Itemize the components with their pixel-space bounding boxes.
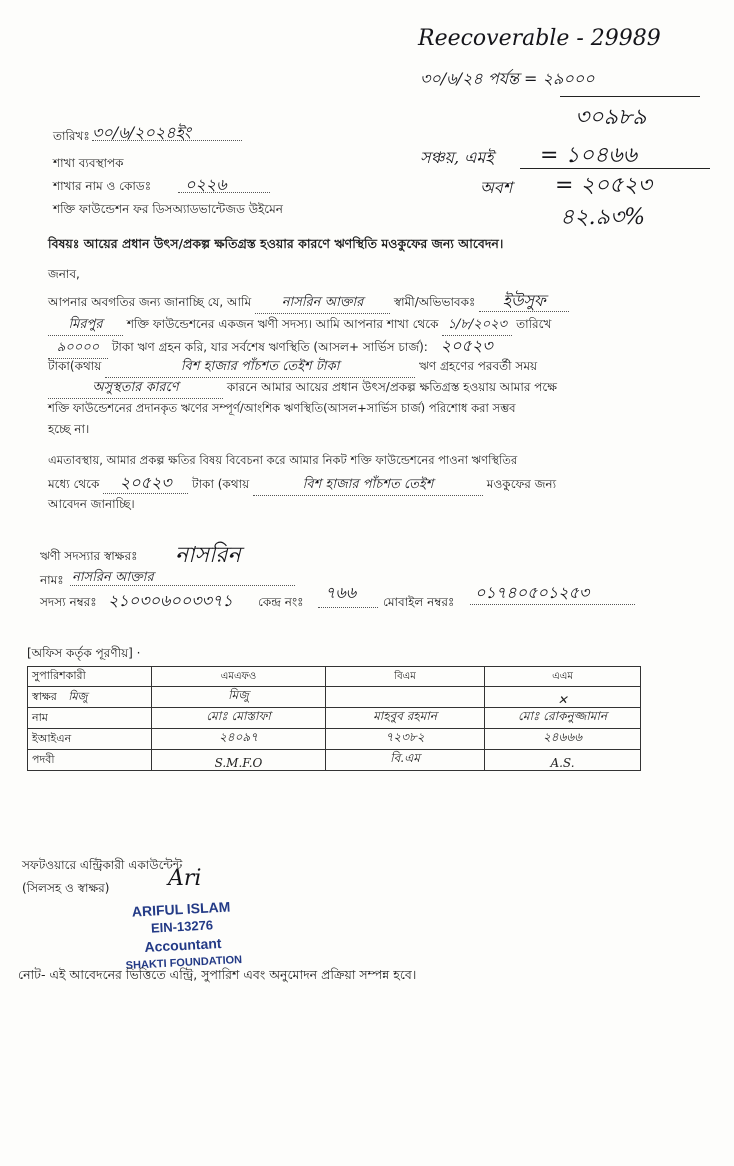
para1-line1 xyxy=(48,290,569,314)
table-row xyxy=(28,667,641,687)
date-label: তারিখঃ xyxy=(53,129,90,143)
center-line xyxy=(318,607,378,608)
branch-code: ০২২৬ xyxy=(185,175,227,194)
addressee: শাখা ব্যবস্থাপক xyxy=(53,156,124,170)
para1-line4 xyxy=(48,356,537,378)
mobile-number: ০১৭৪০৫০১২৫৩ xyxy=(475,583,590,602)
table-cell: মাহবুব রহমান xyxy=(326,708,485,729)
table-row xyxy=(28,708,641,729)
note-savings-label: সঞ্চয়, এমই xyxy=(420,148,494,167)
para1-line7: হচ্ছে না। xyxy=(48,422,90,436)
accountant-signature: Ari xyxy=(168,866,202,891)
waiver-purpose: মওকুফের জন্য xyxy=(486,477,557,491)
table-label-cell: পদবী xyxy=(28,750,152,771)
table-cell-extra: মিজু xyxy=(68,690,88,703)
table-row xyxy=(28,729,641,750)
accountant-seal-label: (সিলসহ ও স্বাক্ষর) xyxy=(22,881,110,895)
note-recoverable: Reecoverable - 29989 xyxy=(418,26,661,51)
note-savings-value: = ১০৪৬৬ xyxy=(540,143,637,168)
table-cell: ২৪০৯৭ xyxy=(152,729,326,750)
table-header-cell: সুপারিশকারী xyxy=(28,667,152,687)
mobile-label: মোবাইল নম্বরঃ xyxy=(383,595,455,609)
after-loan-text: ঋণ গ্রহণের পরবর্তী সময় xyxy=(418,359,538,373)
para1-line5 xyxy=(48,377,557,399)
recommendation-table xyxy=(27,666,641,771)
member-statement: শক্তি ফাউন্ডেশনের একজন ঋণী সদস্য। আমি আপনার শাখা থেকে xyxy=(126,317,439,331)
note-remaining-value: = ২০৫২৩ xyxy=(555,173,652,198)
table-label-cell: ইআইএন xyxy=(28,729,152,750)
subject-line: বিষয়ঃ আয়ের প্রধান উৎস/প্রকল্প ক্ষতিগ্রস্ত হওয়ার কারণে ঋণস্থিতি মওকুফের জন্য আবেদন। xyxy=(48,236,504,251)
loan-date: ১/৮/২০২৩ xyxy=(442,314,512,336)
waiver-words-label: টাকা (কথায় xyxy=(192,477,250,491)
branch-line xyxy=(178,192,270,193)
branch-label: শাখার নাম ও কোডঃ xyxy=(53,179,152,193)
table-cell: মোঃ রোকনুজ্জামান xyxy=(485,708,641,729)
loan-amount: ৯০০০০ xyxy=(48,337,108,359)
mobile-line xyxy=(470,604,635,605)
stamp-org: SHAKTI FOUNDATION xyxy=(125,953,243,973)
table-header-cell: বিএম xyxy=(326,667,485,687)
table-cell: মিজু xyxy=(152,687,326,708)
para1-line6: শক্তি ফাউন্ডেশনের প্রদানকৃত ঋণের সম্পূর্ণ/আংশিক ঋণস্থিতি(আসল+সার্ভিস চার্জ) পরিশোধ করা সম্ভব xyxy=(48,401,516,415)
stamp-name: ARIFUL ISLAM xyxy=(131,898,231,920)
table-cell: মোঃ মোস্তাফা xyxy=(152,708,326,729)
table-row xyxy=(28,687,641,708)
office-use-title: [অফিস কর্তৃক পূরণীয়] · xyxy=(27,646,141,660)
table-row xyxy=(28,750,641,771)
table-header-cell: এমএফও xyxy=(152,667,326,687)
date-value: ৩০/৬/২০২৪ইং xyxy=(92,123,191,142)
center-label: কেন্দ্র নংঃ xyxy=(258,595,304,609)
footer-note: নোট- এই আবেদনের ভিত্তিতে এন্ট্রি, সুপারিশ এবং অনুমোদন প্রক্রিয়া সম্পন্ন হবে। xyxy=(18,967,417,982)
member-id: ২১০৩০৬০০৩৩৭১ xyxy=(108,591,233,610)
loan-statement: টাকা ঋণ গ্রহন করি, যার সর্বশেষ ঋণস্থিতি (আসল+ সার্ভিস চার্জ): xyxy=(111,340,428,354)
date-line xyxy=(92,140,242,141)
note-paid-until: ৩০/৬/২৪ পর্যন্ত = ২৯০০০ xyxy=(420,69,595,88)
organization: শক্তি ফাউন্ডেশন ফর ডিসঅ্যাডভান্টেজড উইমেন xyxy=(53,202,283,216)
note-remaining-label: অবশ xyxy=(480,178,513,197)
damage-reason: অসুস্থতার কারণে xyxy=(48,377,223,399)
accountant-label: সফটওয়ারে এন্ট্রিকারী একাউন্টেন্ট xyxy=(22,858,183,872)
table-cell: A.S. xyxy=(485,750,641,771)
member-name-line xyxy=(70,585,295,586)
stamp-ein: EIN-13276 xyxy=(150,917,214,936)
stamp-title: Accountant xyxy=(144,934,222,955)
table-cell: ✕ xyxy=(485,687,641,708)
para1-line2 xyxy=(48,314,551,336)
balance-in-words: বিশ হাজার পাঁচশত তেইশ টাকা xyxy=(105,356,415,378)
waiver-from-label: মধ্যে থেকে xyxy=(48,477,100,491)
para2-line3: আবেদন জানাচ্ছি। xyxy=(48,497,135,511)
para2-line1: এমতাবস্থায়, আমার প্রকল্প ক্ষতির বিষয় বিবেচনা করে আমার নিকট শক্তি ফাউন্ডেশনের পাওনা ঋণস্থিতির xyxy=(48,453,518,467)
guardian-name: ইউসুফ xyxy=(479,290,569,312)
note-percent: ৪২.৯৩% xyxy=(560,205,646,230)
table-cell xyxy=(326,687,485,708)
loan-date-suffix: তারিখে xyxy=(516,317,552,331)
waiver-in-words: বিশ হাজার পাঁচশত তেইশ xyxy=(253,474,483,496)
branch-place: মিরপুর xyxy=(48,314,123,336)
salutation: জনাব, xyxy=(48,267,80,281)
accountant-stamp xyxy=(98,896,267,977)
table-header-cell: এএম xyxy=(485,667,641,687)
table-cell: ২৪৬৬৬ xyxy=(485,729,641,750)
applicant-name: নাসরিন আক্তার xyxy=(255,292,390,314)
table-label-cell: নাম xyxy=(28,708,152,729)
para1-intro: আপনার অবগতির জন্য জানাচ্ছি যে, আমি xyxy=(48,295,252,309)
member-signature-label: ঋণী সদস্যার স্বাক্ষরঃ xyxy=(40,549,138,563)
member-name-label: নামঃ xyxy=(40,573,64,587)
table-cell: ৭২৩৮২ xyxy=(326,729,485,750)
table-label-cell: স্বাক্ষর মিজু xyxy=(28,687,152,708)
note-underline xyxy=(560,96,700,97)
loan-balance: ২০৫২৩ xyxy=(440,336,493,355)
guardian-label: স্বামী/অভিভাবকঃ xyxy=(393,295,476,309)
note-total: ৩০৯৮৯ xyxy=(575,105,647,130)
table-cell: বি.এম xyxy=(326,750,485,771)
member-name: নাসরিন আক্তার xyxy=(72,570,154,585)
center-number: ৭৬৬ xyxy=(325,583,357,602)
table-cell: S.M.F.O xyxy=(152,750,326,771)
damage-statement: কারনে আমার আয়ের প্রধান উৎস/প্রকল্প ক্ষতিগ্রস্ত হওয়ায় আমার পক্ষে xyxy=(226,380,557,394)
in-words-label: টাকা(কথায় xyxy=(48,359,102,373)
member-signature: নাসরিন xyxy=(175,543,241,568)
waiver-amount: ২০৫২৩ xyxy=(103,472,188,494)
member-id-label: সদস্য নম্বরঃ xyxy=(40,595,97,609)
para2-line2 xyxy=(48,472,556,496)
